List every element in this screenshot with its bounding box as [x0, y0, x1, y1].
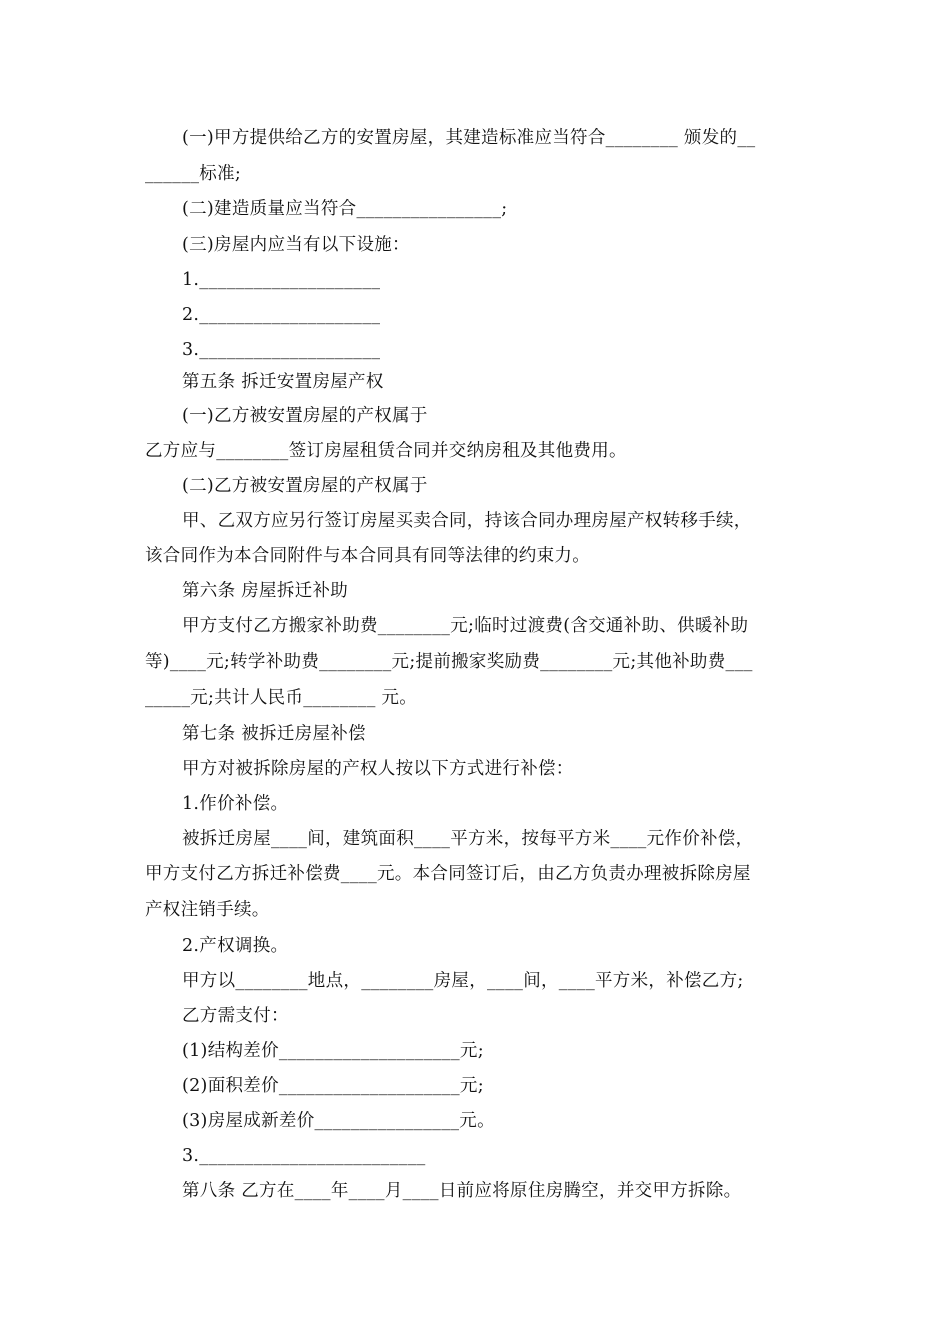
clause-8: 第八条 乙方在____年____月____日前应将原住房腾空，并交甲方拆除。 [182, 1181, 742, 1201]
facility-item-3: 3.____________________ [182, 340, 381, 360]
clause-5-item-2-detail-line-1: 甲、乙双方应另行签订房屋买卖合同，持该合同办理房屋产权转移手续， [182, 511, 752, 531]
clause-4-item-3: (三)房屋内应当有以下设施： [182, 235, 410, 255]
clause-7-option-2: 2.产权调换。 [182, 936, 289, 956]
payment-condition-difference: (3)房屋成新差价________________元。 [182, 1111, 495, 1131]
facility-item-1: 1.____________________ [182, 270, 381, 290]
clause-5-item-1-detail: 乙方应与________签订房屋租赁合同并交纳房租及其他费用。 [145, 441, 627, 461]
clause-4-item-1-line-1: (一)甲方提供给乙方的安置房屋，其建造标准应当符合________ 颁发的__ [182, 128, 756, 148]
clause-7-option-1-line-1: 被拆迁房屋____间，建筑面积____平方米，按每平方米____元作价补偿， [182, 829, 754, 849]
clause-7-option-1: 1.作价补偿。 [182, 794, 289, 814]
clause-7-intro: 甲方对被拆除房屋的产权人按以下方式进行补偿： [182, 759, 574, 779]
clause-7-option-2-line-1: 甲方以________地点，________房屋，____间，____平方米，补偿乙方; [182, 971, 744, 991]
clause-6-detail-line-3: _____元;共计人民币________ 元。 [145, 688, 418, 708]
clause-7-option-3: 3._________________________ [182, 1146, 426, 1166]
clause-7-heading: 第七条 被拆迁房屋补偿 [182, 724, 366, 744]
clause-5-heading: 第五条 拆迁安置房屋产权 [182, 372, 384, 392]
clause-4-item-1-line-2: ______标准; [145, 164, 242, 184]
clause-6-heading: 第六条 房屋拆迁补助 [182, 581, 349, 601]
clause-6-detail-line-2: 等)____元;转学补助费________元;提前搬家奖励费________元;其他补助费___ [145, 652, 753, 672]
clause-7-option-1-line-3: 产权注销手续。 [145, 900, 270, 920]
facility-item-2: 2.____________________ [182, 305, 381, 325]
clause-5-item-2: (二)乙方被安置房屋的产权属于 [182, 476, 428, 496]
clause-5-item-1: (一)乙方被安置房屋的产权属于 [182, 406, 428, 426]
clause-5-item-2-detail-line-2: 该合同作为本合同附件与本合同具有同等法律的约束力。 [145, 546, 590, 566]
clause-7-option-1-line-2: 甲方支付乙方拆迁补偿费____元。本合同签订后，由乙方负责办理被拆除房屋 [145, 864, 751, 884]
clause-4-item-2: (二)建造质量应当符合________________; [182, 199, 508, 219]
payment-structure-difference: (1)结构差价____________________元; [182, 1041, 484, 1061]
clause-6-detail-line-1: 甲方支付乙方搬家补助费________元;临时过渡费(含交通补助、供暖补助 [182, 616, 749, 636]
clause-7-payment-intro: 乙方需支付： [182, 1006, 289, 1026]
payment-area-difference: (2)面积差价____________________元; [182, 1076, 484, 1096]
